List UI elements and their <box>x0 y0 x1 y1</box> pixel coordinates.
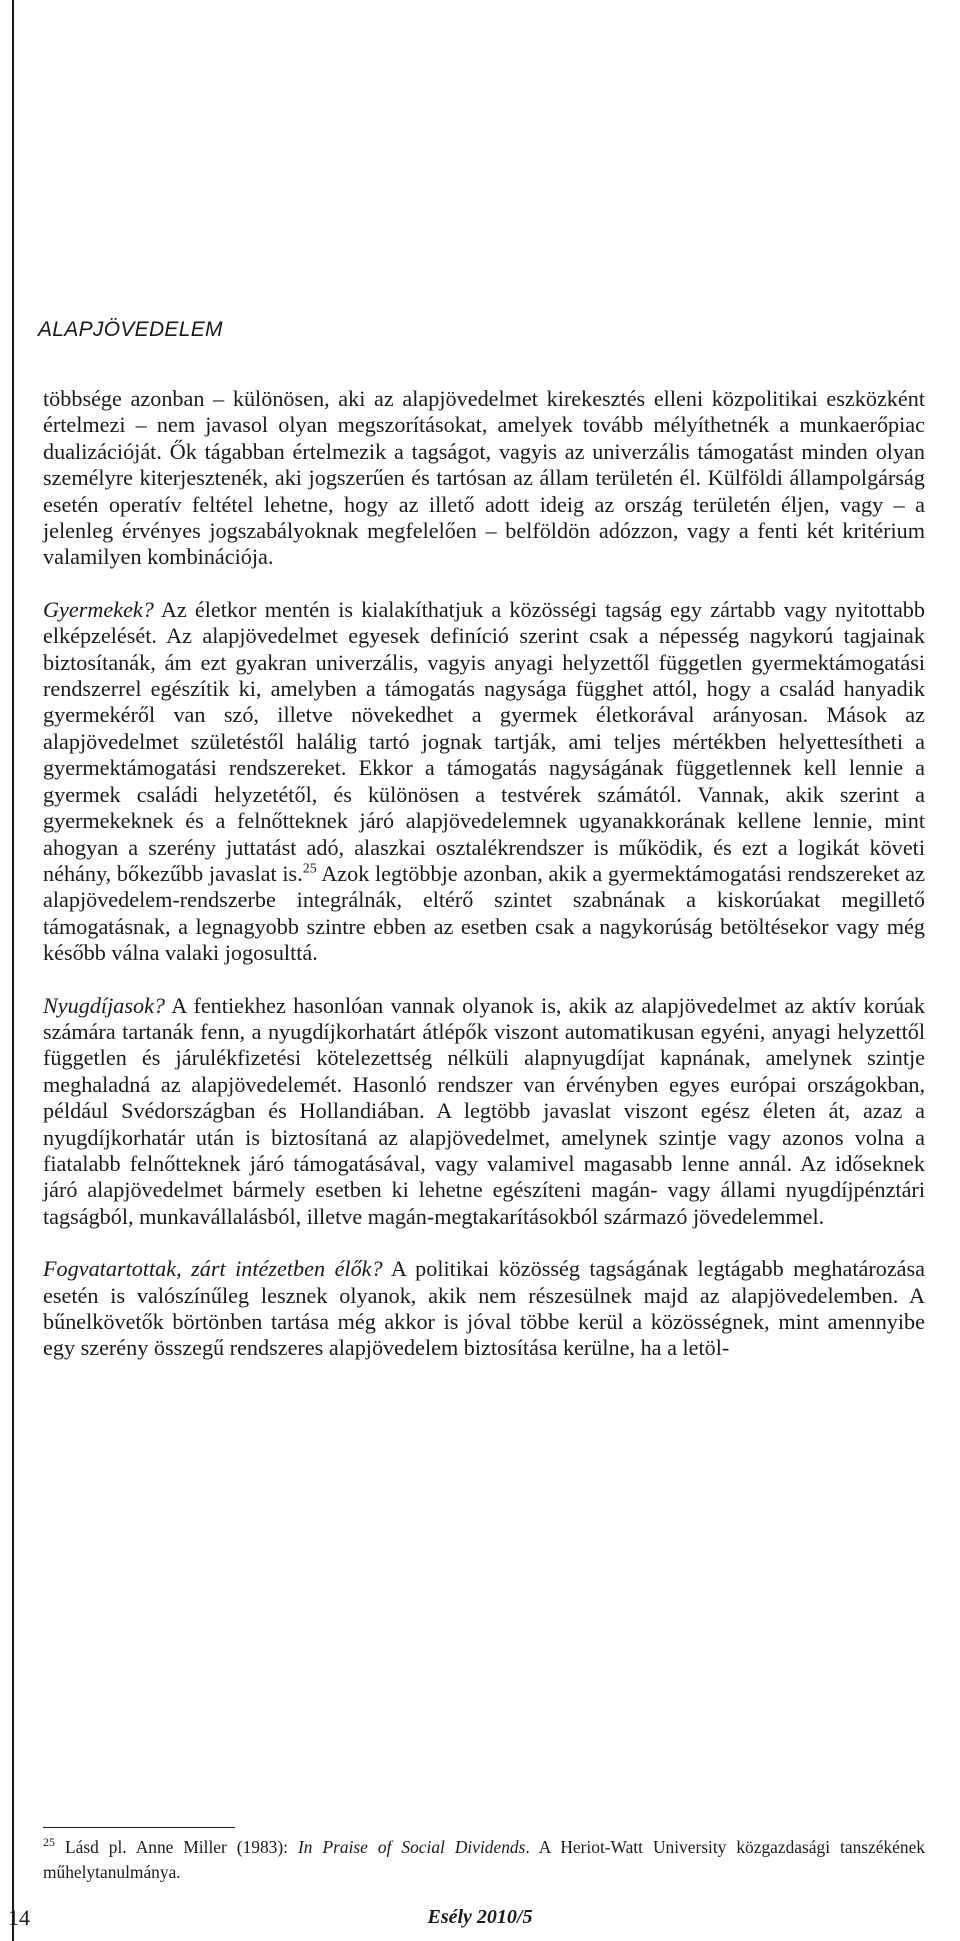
paragraph-lead: Nyugdíjasok? <box>43 992 166 1018</box>
paragraph-children <box>43 597 925 967</box>
paragraph-membership <box>43 386 925 571</box>
footnote-reference[interactable]: 25 <box>302 861 317 877</box>
paragraph-prisoners <box>43 1256 925 1362</box>
paragraph-text: többsége azonban – különösen, aki az alapjövedelmet kirekesztés elleni közpolitikai eszközként értelmezi – nem javasol olyan megszorításokat, amelyek tovább mélyíthetnék a munkaerőpiac dualizációját. Ők tágabban értelmezik a tagságot, vagyis az univerzális támogatást minden olyan személyre kiterjesztenék, aki jogszerűen és tartósan az állam területén él. Külföldi állampolgárság esetén operatív feltétel lehetne, hogy az illető adott ideig az ország területén éljen, vagy – a jelenleg érvényes jogszabályoknak megfelelően – belföldön adózzon, vagy a fenti két kritérium valamilyen kombinációja. <box>43 386 925 570</box>
article-body <box>43 386 925 1362</box>
paragraph-text-continued: Azok legtöbbje azonban, akik a gyermektámogatási rendszereket az alapjövedelem-rendszerbe integrálnák, eltérő szintet szabnának a kiskorúakat megillető támogatásnak, a legnagyobb szintre ebben az esetben csak a nagykorúság betöltésekor vagy még később válna valaki jogosulttá. <box>43 860 925 966</box>
paragraph-lead: Gyermekek? <box>43 596 154 622</box>
paragraph-lead: Fogvatartottak, zárt intézetben élők? <box>43 1256 383 1282</box>
journal-title: Esély 2010/5 <box>427 1906 533 1928</box>
footnote-text-continued: . A Heriot-Watt University közgazdasági tanszékének műhelytanulmánya. <box>43 1837 925 1882</box>
paragraph-text: A fentiekhez hasonlóan vannak olyanok is, akik az alapjövedelmet az aktív korúak számára tartanák fenn, a nyugdíjkorhatárt átlépők viszont automatikusan egyéni, anyagi helyzettől független és járulékfizetési kötelezettség nélküli alapnyugdíjat kapnának, amelynek szintje meghaladná az alapjövedelemét. Hasonló rendszer van érvényben egyes európai országokban, például Svédországban és Hollandiában. A legtöbb javaslat viszont egész életen át, azaz a nyugdíjkorhatár után is biztosítaná az alapjövedelmet, amelynek szintje vagy azonos volna a fiatalabb felnőtteknek járó támogatásával, vagy valamivel magasabb lenne annál. Az időseknek járó alapjövedelmet bármely esetben ki lehetne egészíteni magán- vagy állami nyugdíjpénztári tagságból, munkavállalásból, illetve magán-megtakarításokból származó jövedelemmel. <box>43 992 925 1229</box>
footnote-work-title: In Praise of Social Dividends <box>298 1837 526 1857</box>
footnote-text: Lásd pl. Anne Miller (1983): <box>55 1837 298 1857</box>
paragraph-text: Az életkor mentén is kialakíthatjuk a közösségi tagság egy zártabb vagy nyitottabb elképzelését. Az alapjövedelmet egyesek definíció szerint csak a népesség nagykorú tagjainak biztosítanák, ám ezt gyakran univerzális, vagyis anyagi helyzettől független gyermektámogatási rendszerrel egészítik ki, amelyben a támogatás nagysága függhet attól, hogy a család hanyadik gyermekéről van szó, illetve növekedhet a gyermek életkorával arányosan. Mások az alapjövedelmet születéstől halálig tartó jognak tartják, ami teljes mértékben helyettesítheti a gyermektámogatási rendszereket. Ekkor a támogatás nagyságának függetlennek kell lennie a gyermek családi helyzetétől, és különösen a testvérek számától. Vannak, akik szerint a gyermekeknek és a felnőtteknek járó alapjövedelemnek ugyanakkorának kellene lennie, mint ahogyan a szerény juttatást adó, alaszkai osztalékrendszer is működik, és ezt a logikát követi néhány, bőkezűbb javaslat is. <box>43 596 925 886</box>
footnote-number: 25 <box>43 1835 55 1850</box>
footnote-rule <box>43 1827 235 1828</box>
paragraph-pensioners <box>43 993 925 1231</box>
running-head: ALAPJÖVEDELEM <box>38 318 223 341</box>
margin-rule <box>12 0 14 1941</box>
paragraph-text: A politikai közösség tagságának legtágabb meghatározása esetén is valószínűleg lesznek olyanok, akik nem részesülnek majd az alapjövedelemben. A bűnelkövetők börtönben tartása még akkor is jóval többe kerül a közösségnek, mint amennyibe egy szerény összegű rendszeres alapjövedelem biztosítása kerülne, ha a letöl- <box>43 1256 925 1361</box>
footnote <box>43 1835 925 1885</box>
page-number: 14 <box>8 1905 30 1930</box>
